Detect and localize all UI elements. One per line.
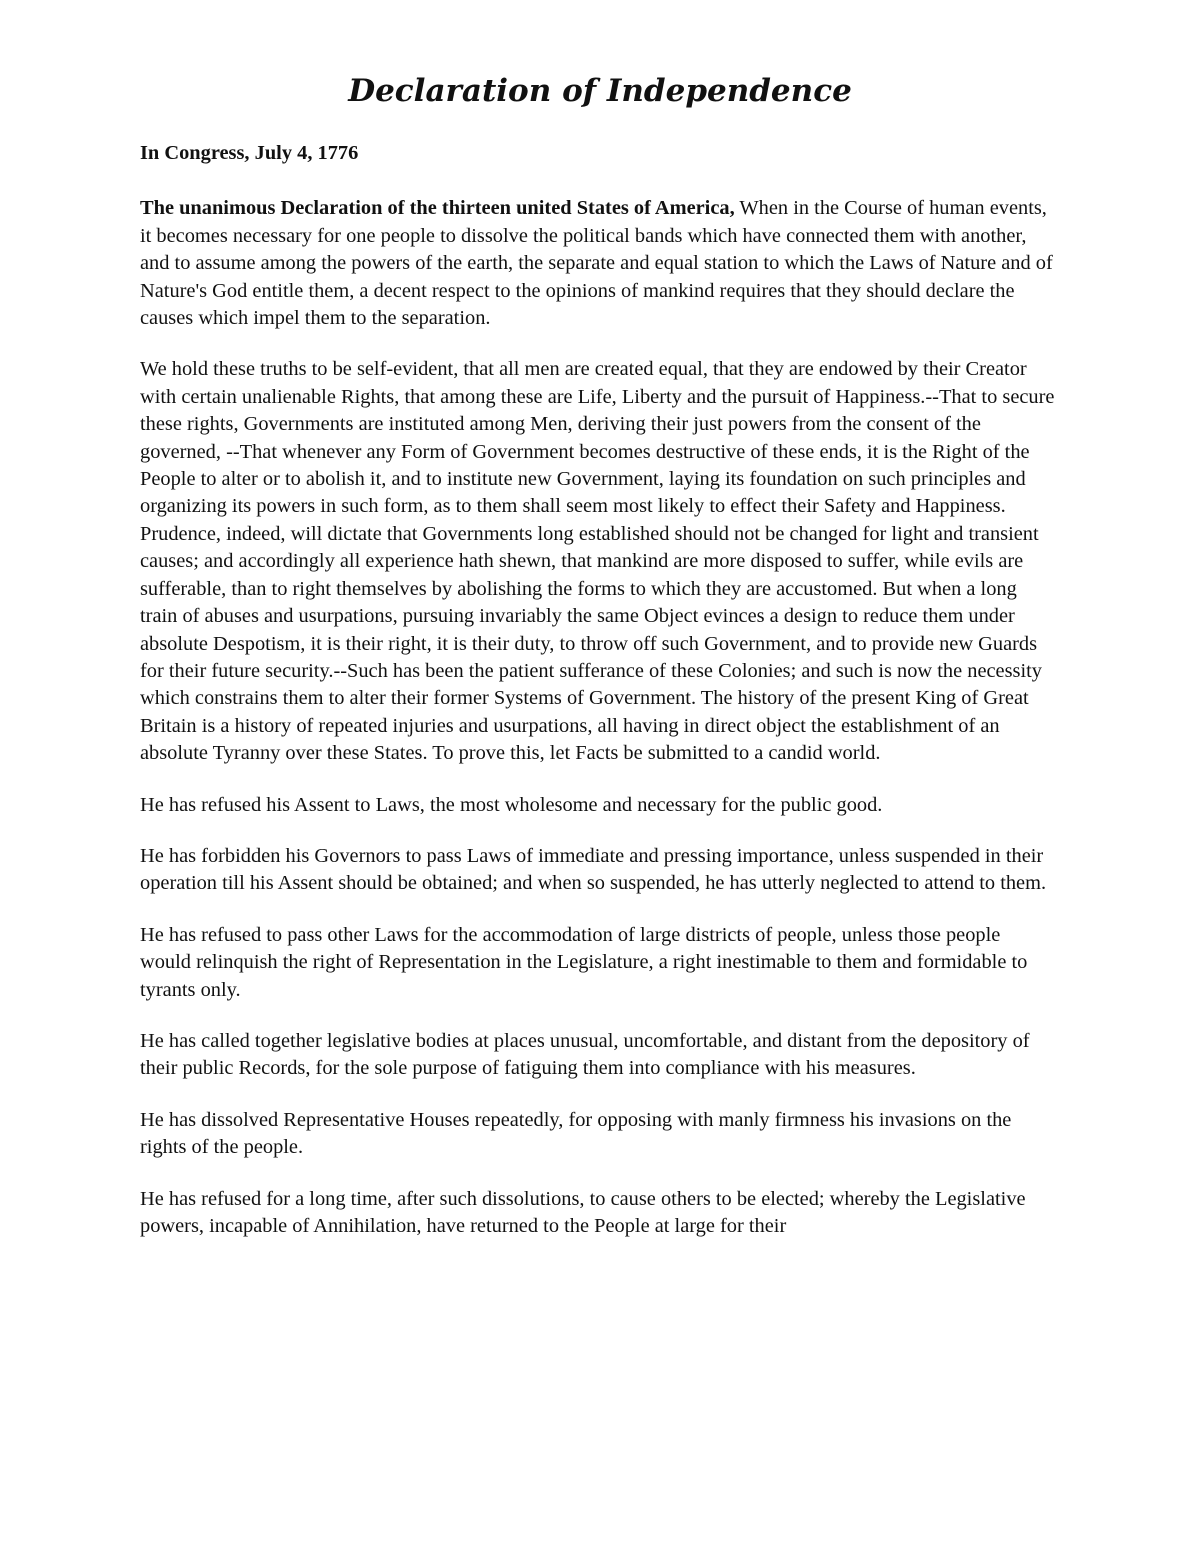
- document-title: Declaration of Independence: [348, 73, 852, 109]
- preamble-text: When in the Course of human events, it becomes necessary for one people to dissolve the political bands which have connected them with another, and to assume among the powers of the earth, the separate and equal station to which the Laws of Nature and of Nature's God entitle them, a decent respect to the opinions of mankind requires that they should declare the causes which impel them to the separation.: [140, 197, 1053, 330]
- document-body: [140, 140, 1055, 1264]
- paragraph-grievance-dissolved-houses: He has dissolved Representative Houses repeatedly, for opposing with manly firmness his invasions on the rights of the people.: [140, 1108, 1012, 1159]
- paragraph-preamble: [140, 195, 1055, 332]
- paragraph-truths: We hold these truths to be self-evident, that all men are created equal, that they are endowed by their Creator with certain unalienable Rights, that among these are Life, Liberty and the pursuit of Happiness.--That to secure these rights, Governments are instituted among Men, deriving their just powers from the consent of the governed, --That whenever any Form of Government becomes destructive of these ends, it is the Right of the People to alter or to abolish it, and to institute new Government, laying its foundation on such principles and organizing its powers in such form, as to them shall seem most likely to effect their Safety and Happiness. Prudence, indeed, will dictate that Governments long established should not be changed for light and transient causes; and accordingly all experience hath shewn, that mankind are more disposed to suffer, while evils are sufferable, than to right themselves by abolishing the forms to which they are accustomed. But when a long train of abuses and usurpations, pursuing invariably the same Object evinces a design to reduce them under absolute Despotism, it is their right, it is their duty, to throw off such Government, and to provide new Guards for their future security.--Such has been the patient sufferance of these Colonies; and such is now the necessity which constrains them to alter their former Systems of Government. The history of the present King of Great Britain is a history of repeated injuries and usurpations, all having in direct object the establishment of an absolute Tyranny over these States. To prove this, let Facts be submitted to a candid world.: [140, 358, 1055, 765]
- paragraph-grievance-legislative-bodies: He has called together legislative bodies at places unusual, uncomfortable, and distant from the depository of their public Records, for the sole purpose of fatiguing them into compliance with his measures.: [140, 1029, 1030, 1080]
- congress-dateline: In Congress, July 4, 1776: [140, 142, 359, 164]
- paragraph-grievance-elections: He has refused for a long time, after such dissolutions, to cause others to be elected; whereby the Legislative powers, incapable of Annihilation, have returned to the People at large for their: [140, 1187, 1026, 1237]
- preamble-lead: The unanimous Declaration of the thirteen united States of America,: [140, 197, 735, 220]
- paragraph-grievance-representation: He has refused to pass other Laws for the accommodation of large districts of people, unless those people would relinquish the right of Representation in the Legislature, a right inestimable to them and formidable to tyrants only.: [140, 923, 1028, 1001]
- paragraph-grievance-assent: He has refused his Assent to Laws, the most wholesome and necessary for the public good.: [140, 793, 883, 816]
- paragraph-grievance-governors: He has forbidden his Governors to pass Laws of immediate and pressing importance, unless suspended in their operation till his Assent should be obtained; and when so suspended, he has utterly neglected to attend to them.: [140, 844, 1047, 895]
